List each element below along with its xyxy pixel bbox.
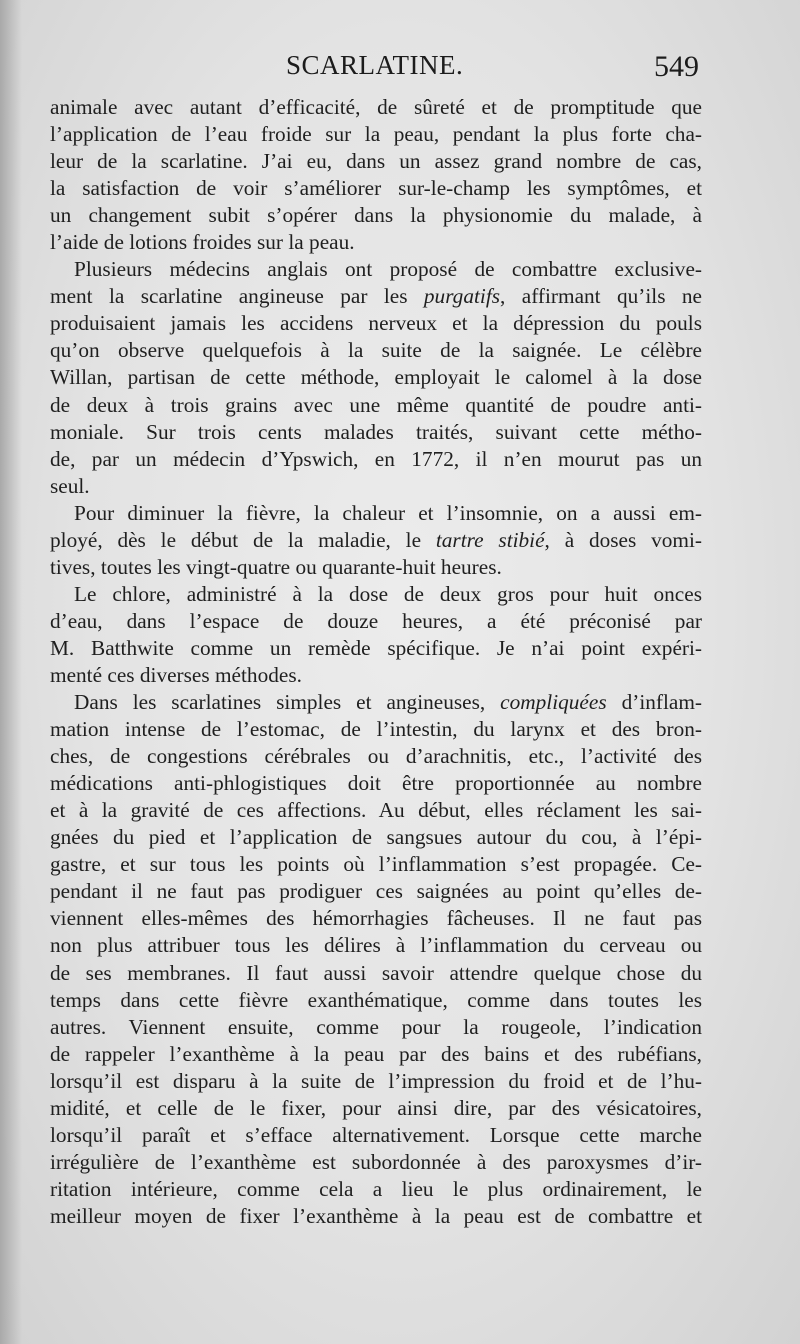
text-line: Pour diminuer la fièvre, la chaleur et l’insomnie, on a aussi em-: [74, 500, 702, 525]
text-line: moniale. Sur trois cents malades traités, suivant cette métho-: [50, 419, 702, 444]
text-line: l’application de l’eau froide sur la peau, pendant la plus forte cha-: [50, 122, 702, 147]
text-line: irrégulière de l’exanthème est subordonnée à des paroxysmes d’ir-: [50, 1149, 702, 1174]
text-line: produisaient jamais les accidens nerveux et la dépression du pouls: [50, 311, 702, 336]
text-line: lorsqu’il est disparu à la suite de l’impression du froid et de l’hu-: [50, 1068, 702, 1093]
text-line: Le chlore, administré à la dose de deux gros pour huit onces: [74, 581, 702, 606]
text-line: et à la gravité de ces affections. Au début, elles réclament les sai-: [50, 798, 702, 823]
text-line: M. Batthwite comme un remède spécifique. Je n’ai point expéri-: [50, 635, 702, 660]
text-line: menté ces diverses méthodes.: [50, 662, 302, 687]
text-line: tives, toutes les vingt-quatre ou quarante-huit heures.: [50, 554, 502, 579]
text-line: ment la scarlatine angineuse par les purgatifs, affirmant qu’ils ne: [50, 284, 702, 309]
running-title: SCARLATINE.: [286, 50, 464, 80]
text-line: ritation intérieure, comme cela a lieu le plus ordinairement, le: [50, 1176, 702, 1201]
text-line: médications anti-phlogistiques doit être proportionnée au nombre: [50, 771, 702, 796]
text-line: non plus attribuer tous les délires à l’inflammation du cerveau ou: [50, 933, 702, 958]
text-line: Plusieurs médecins anglais ont proposé de combattre exclusive-: [74, 257, 702, 282]
paragraph: [50, 689, 702, 1230]
text-line: mation intense de l’estomac, de l’intestin, du larynx et des bron-: [50, 717, 702, 742]
text-line: seul.: [50, 473, 90, 498]
text-line: de deux à trois grains avec une même quantité de poudre anti-: [50, 392, 702, 417]
text-line: pendant il ne faut pas prodiguer ces saignées au point qu’elles de-: [50, 879, 702, 904]
paragraph: [50, 500, 702, 581]
text-line: un changement subit s’opérer dans la physionomie du malade, à: [50, 203, 702, 228]
paragraph: [50, 581, 702, 689]
body-text: [50, 94, 702, 1230]
text-line: meilleur moyen de fixer l’exanthème à la peau est de combattre et: [50, 1203, 702, 1228]
text-line: animale avec autant d’efficacité, de sûreté et de promptitude que: [50, 95, 702, 119]
text-line: de, par un médecin d’Ypswich, en 1772, il n’en mourut pas un: [50, 446, 702, 471]
page-header: [0, 48, 800, 88]
paragraph: [50, 94, 702, 256]
text-line: gastre, et sur tous les points où l’inflammation s’est propagée. Ce-: [50, 852, 702, 877]
text-line: viennent elles-mêmes des hémorrhagies fâcheuses. Il ne faut pas: [50, 906, 702, 931]
text-line: temps dans cette fièvre exanthématique, comme dans toutes les: [50, 987, 702, 1012]
text-line: l’aide de lotions froides sur la peau.: [50, 230, 355, 255]
text-line: autres. Viennent ensuite, comme pour la rougeole, l’indication: [50, 1014, 702, 1039]
text-line: midité, et celle de le fixer, pour ainsi dire, par des vésicatoires,: [50, 1095, 702, 1120]
text-line: ches, de congestions cérébrales ou d’arachnitis, etc., l’activité des: [50, 744, 702, 769]
text-line: d’eau, dans l’espace de douze heures, a été préconisé par: [50, 608, 702, 633]
text-line: de ses membranes. Il faut aussi savoir attendre quelque chose du: [50, 960, 702, 985]
text-line: qu’on observe quelquefois à la suite de la saignée. Le célèbre: [50, 338, 702, 363]
text-line: leur de la scarlatine. J’ai eu, dans un assez grand nombre de cas,: [50, 149, 702, 174]
text-line: gnées du pied et l’application de sangsues autour du cou, à l’épi-: [50, 825, 702, 850]
text-line: ployé, dès le début de la maladie, le tartre stibié, à doses vomi-: [50, 527, 702, 552]
text-line: de rappeler l’exanthème à la peau par des bains et des rubéfians,: [50, 1041, 702, 1066]
text-line: Willan, partisan de cette méthode, employait le calomel à la dose: [50, 365, 702, 390]
text-line: lorsqu’il paraît et s’efface alternativement. Lorsque cette marche: [50, 1122, 702, 1147]
page-number: 549: [654, 50, 699, 83]
text-line: la satisfaction de voir s’améliorer sur-le-champ les symptômes, et: [50, 176, 702, 201]
paragraph: [50, 256, 702, 499]
text-line: Dans les scarlatines simples et angineuses, compliquées d’inflam-: [74, 690, 703, 715]
